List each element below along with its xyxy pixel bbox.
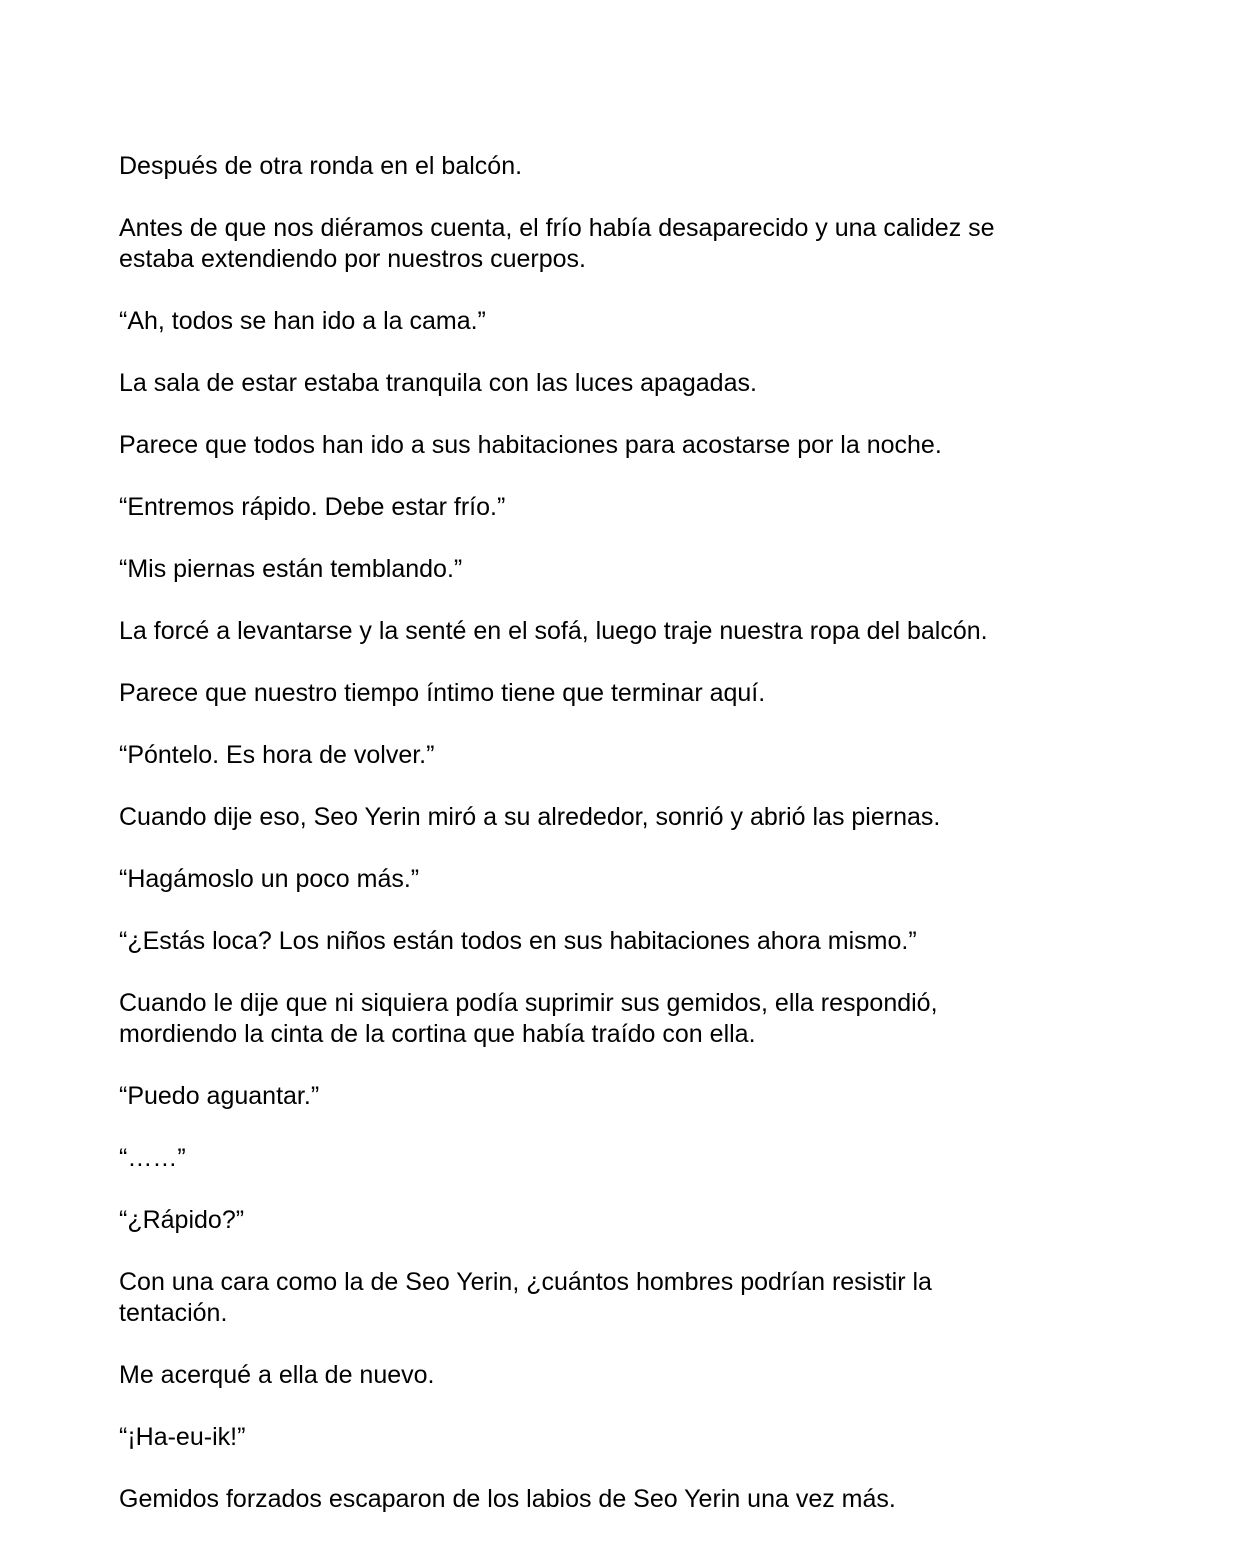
document-page <box>119 151 1119 1546</box>
paragraph: “Entremos rápido. Debe estar frío.” <box>119 493 506 521</box>
paragraph: “¡Ha-eu-ik!” <box>119 1423 246 1451</box>
paragraph: La forcé a levantarse y la senté en el sofá, luego traje nuestra ropa del balcón. <box>119 617 988 645</box>
paragraph: “Puedo aguantar.” <box>119 1082 320 1110</box>
paragraph: “Hagámoslo un poco más.” <box>119 865 420 893</box>
paragraph: Cuando dije eso, Seo Yerin miró a su alrededor, sonrió y abrió las piernas. <box>119 803 941 831</box>
paragraph: Después de otra ronda en el balcón. <box>119 152 523 180</box>
paragraph: “Ah, todos se han ido a la cama.” <box>119 307 486 335</box>
paragraph: Parece que todos han ido a sus habitaciones para acostarse por la noche. <box>119 431 942 459</box>
paragraph: “……” <box>119 1144 186 1172</box>
paragraph: Me acerqué a ella de nuevo. <box>119 1361 435 1389</box>
paragraph: “¿Rápido?” <box>119 1206 245 1234</box>
paragraph: Cuando le dije que ni siquiera podía suprimir sus gemidos, ella respondió, mordiendo la cinta de la cortina que había traído con ella. <box>119 989 938 1048</box>
paragraph: Con una cara como la de Seo Yerin, ¿cuántos hombres podrían resistir la tentación. <box>119 1268 932 1327</box>
paragraph: Gemidos forzados escaparon de los labios de Seo Yerin una vez más. <box>119 1485 896 1513</box>
paragraph: “Póntelo. Es hora de volver.” <box>119 741 435 769</box>
paragraph: “Mis piernas están temblando.” <box>119 555 463 583</box>
paragraph: La sala de estar estaba tranquila con las luces apagadas. <box>119 369 757 397</box>
paragraph: “¿Estás loca? Los niños están todos en sus habitaciones ahora mismo.” <box>119 927 917 955</box>
paragraph: Parece que nuestro tiempo íntimo tiene que terminar aquí. <box>119 679 766 707</box>
paragraph: Antes de que nos diéramos cuenta, el frío había desaparecido y una calidez se estaba extendiendo por nuestros cuerpos. <box>119 214 995 273</box>
